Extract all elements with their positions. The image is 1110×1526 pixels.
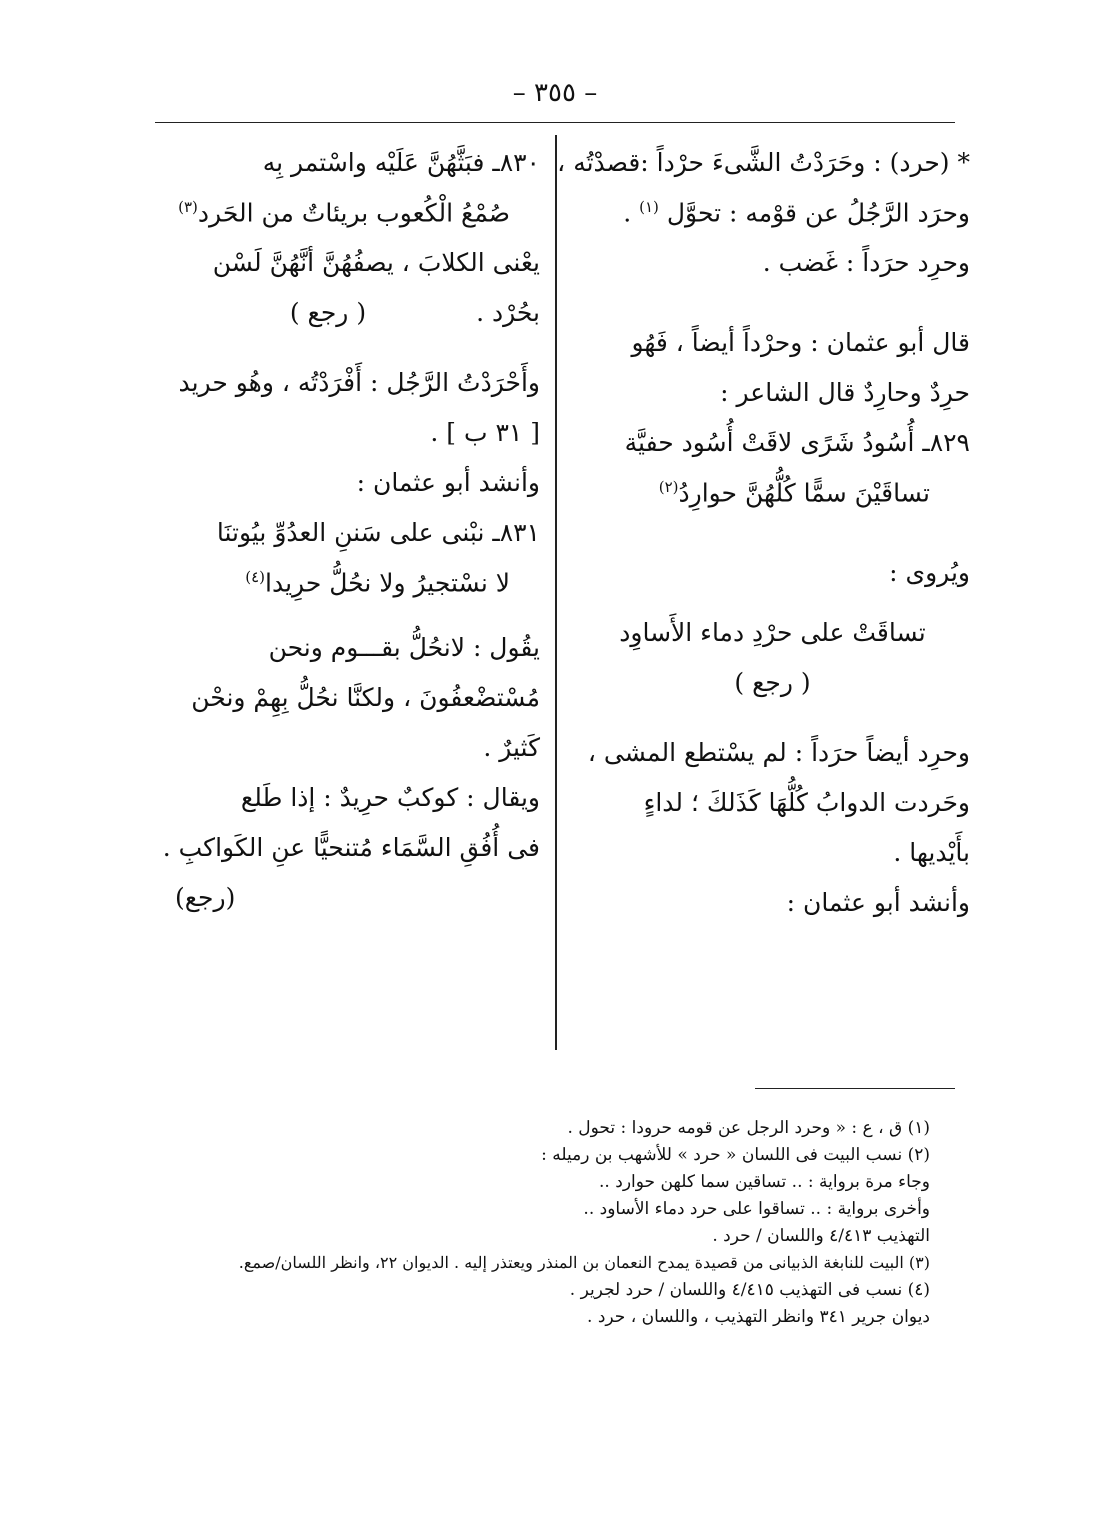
text-line: وأَحْرَدْتُ الرَّجُل : أَفْرَدْتُه ، وهُو حريد (178, 368, 540, 397)
text-line: وحَردت الدوابُ كُلُّهَا كَذَلكَ ؛ لداءٍ (643, 788, 970, 817)
footnotes (150, 1118, 930, 1334)
text-line: كَثيرٌ . (483, 733, 540, 762)
verse-line: ٨٢٩ـ أُسُودُ شَرًى لاقَتْ أُسُود حفيَّة (624, 428, 970, 457)
text-line: ويُروى : (889, 558, 970, 587)
verse-line: ٨٣٠ـ فبَثَّهُنَّ عَلَيْه واسْتمر بِه (262, 148, 540, 177)
text-line: وحرِد حرَداً : غَضب . (762, 248, 970, 277)
spacer (575, 300, 970, 330)
reference-marker: ( رجع ) (734, 668, 811, 697)
footnote: (٣) البيت للنابغة الذبيانى من قصيدة يمدح النعمان بن المنذر ويعتذر إليه . الديوان ٢٢، وانظر اللسان/صمع. (238, 1253, 930, 1272)
verse-line: لا نسْتجيرُ ولا نحُلُّ حرِيدا$^{(٤)}$ (245, 568, 510, 598)
footnote: (١) ق ، ع : « وحرد الرجل عن قومه حرودا : تحول . (567, 1118, 930, 1138)
spacer (575, 720, 970, 740)
text-line: ويقال : كوكبٌ حرِيدٌ : إذا طَلع (240, 783, 540, 812)
column-divider (555, 135, 557, 1050)
verse-line: تساقَتْ على حرْدِ دماء الأَساوِد (619, 618, 926, 647)
page-number: – ٣٥٥ – (512, 78, 598, 108)
footnote: وأخرى برواية : .. تساقوا على حرد دماء الأساود .. (583, 1199, 930, 1219)
top-rule (155, 122, 955, 123)
verse-line: ٨٣١ـ نبْنى على سَننِ العدُوِّ بيُوتنَا (216, 518, 540, 547)
text-line: يقُول : لانحُلُّ بقـــوم ونحن (268, 633, 540, 662)
text-line: وحرِد أيضاً حرَداً : لم يسْتطع المشى ، (587, 738, 970, 767)
left-column (155, 150, 540, 935)
footnote: (٢) نسب البيت فى اللسان « حرد » للأشهب بن رميله : (541, 1145, 930, 1165)
text-line: وحرَد الرَّجُلُ عن قوْمه : تحوَّل $^{(١)}$ . (623, 198, 970, 228)
verse-line: صُمْعُ الْكُعوب بريئاتٌ من الحَرد$^{(٣)}$ (178, 198, 510, 228)
text-line: وأنشد أبو عثمان : (786, 888, 970, 917)
right-column (557, 148, 970, 940)
text-line: يعْنى الكلابَ ، يصفُهُنَّ أنَّهُنَّ لَسْن (212, 248, 540, 277)
footnote-marker: (٢) (658, 478, 679, 496)
text-line: قال أبو عثمان : وحرْداً أيضاً ، فَهُو (631, 328, 970, 357)
text-line: مُسْتضْعفُونَ ، ولكنَّا نحُلُّ بِهِمْ ونحْن (191, 683, 540, 712)
text-line: حرِدٌ وحارِدٌ قال الشاعر : (720, 378, 970, 407)
footnote: ديوان جرير ٣٤١ وانظر التهذيب ، واللسان ، حرد . (587, 1307, 930, 1327)
footnote: وجاء مرة برواية : .. تساقين سما كلهن حوارد .. (599, 1172, 930, 1192)
text-line: [ ٣١ ب ] . (430, 418, 540, 447)
reference-marker: (رجع) (175, 883, 236, 912)
text-line: بأَيْديها . (893, 838, 970, 867)
footnote-marker: (١) (639, 198, 659, 216)
text-line: * (حرد) : وحَرَدْتُ الشَّىءَ حرْداً :قصدْتُه ، (557, 148, 970, 177)
text-line: بحُرْد .( رجع ) (289, 298, 540, 327)
verse-line: تساقَيْنَ سمًّا كُلُّهُنَّ حوارِدُ$^{(٢)}$ (658, 478, 930, 508)
reference-marker: ( رجع ) (289, 298, 367, 327)
footnote: (٤) نسب فى التهذيب ٤/٤١٥ واللسان / حرد لجرير . (569, 1280, 930, 1300)
text-line: وأنشد أبو عثمان : (356, 468, 540, 497)
spacer (155, 350, 540, 370)
footnote-marker: (٤) (245, 568, 266, 586)
spacer (575, 530, 970, 560)
footnote-rule (755, 1088, 955, 1089)
footnote-marker: (٣) (178, 198, 198, 216)
text-line: فى أُفُقِ السَّمَاء مُتنحيًّا عنِ الكَواكبِ . (162, 833, 540, 862)
footnote: التهذيب ٤/٤١٣ واللسان / حرد . (712, 1226, 930, 1246)
